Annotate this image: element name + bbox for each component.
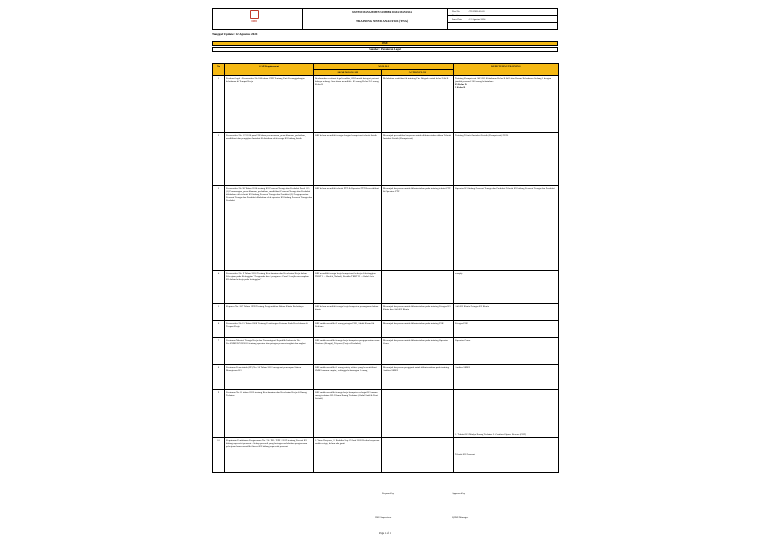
kebutuhan-training-cell: [454, 338, 559, 365]
akar-masalah-cell: ORI sudah memiliki 1 orang safety officer yang bersertifikasi SMK3 namun empire, sehingga kekurangan 1 orang: [314, 365, 382, 390]
system-title: SISTEM MANAJEMEN SUMBER DAYA MANUSIA: [352, 11, 412, 14]
action-plan-cell: Menunjuk karyawan untuk diikutsertakan pada training Petugas K3 Kimia dan Ahli K3 Kimia: [382, 304, 454, 321]
gap-requirement-cell: Permenaker No 38 Tahun 2016 tentang K3 Pesawat Tenaga dan Produksi Pasal 115 (1) Pemasangan, pemeliharaan, perbaikan, modifikasi Pesawat Tenaga dan Produksi dilakukan oleh teknisi K3 bidang Pesawat Tenaga dan Produksi (2) Pengoperasian Pesawat Tenaga dan Produksi dilakukan oleh operator K3 bidang Pesawat Tenaga dan Produksi: [225, 186, 314, 271]
prepared-role: HSE Supervisor: [375, 516, 392, 519]
tna-table: [212, 63, 559, 473]
document-info: [452, 10, 558, 21]
issue-date-label: Issue Date: [452, 17, 463, 21]
kebutuhan-text: 1. Teknisi K3 Madya Ruang Terbatas 2. Confined Space Rescue (CRT): [455, 433, 527, 437]
kebutuhan-text: Training Teknisi Instalasi Listrik (Kompetensi) PUIL: [455, 133, 509, 137]
kebutuhan-detail: 5 Kelas B: [455, 86, 466, 90]
action-plan-cell: Melakukan sertifikasi & training Fire Brigade untuk kelas D & B: [382, 76, 454, 133]
company-logo: [249, 10, 259, 24]
kebutuhan-training-cell: [454, 390, 559, 438]
issue-date-value: : 12 Agustus 2024: [468, 17, 486, 21]
col-no: No: [213, 64, 225, 76]
row-number: 10: [213, 438, 225, 473]
kebutuhan-training-cell: [454, 271, 559, 304]
kebutuhan-training-cell: [454, 321, 559, 338]
akar-masalah-cell: 1. Yuno Haryono, 2. Rudrika Sep 19 Juni 2020 Kedua karyawan sudah resign, belum ada ganti: [314, 438, 382, 473]
approved-label: Approved by: [452, 492, 466, 495]
kebutuhan-training-cell: [454, 133, 559, 186]
gap-requirement-cell: Permenaker No. 9 Tahun 2016 Tentang Keselamatan dan Kesehatan Kerja dalam Pekerjaan pada Ketinggian "Pengusaha dan / pengurus : Pasal 3 wajib menerapkan K3 dalam bekerja pada ketinggian": [225, 271, 314, 304]
kebutuhan-text: Operator K3 bidang Pesawat Tenaga dan Produksi Teknisi K3 bidang Pesawat Tenaga dan Produksi: [455, 186, 555, 190]
gap-requirement-cell: Permenaker No. 17/2016 pasal 98 lahan perencanaan, pemeliharaan, perbaikan, modifikasi dan pengujian Instalasi Kelistrikan oleh tenaga K3 bidang listrik: [225, 133, 314, 186]
action-plan-cell: [382, 438, 454, 473]
row-number: 9: [213, 390, 225, 438]
gap-requirement-cell: Peraturan Menteri Tenaga Kerja dan Transmigrasi Republik Indonesia No. Per.09/MEN/VII/2010 tentang operator dan petugas pesawat angkat dan angkut: [225, 338, 314, 365]
row-number: 6: [213, 321, 225, 338]
col-analisa: ANALISA: [314, 64, 454, 70]
kebutuhan-text: Auditor SMK3: [455, 365, 471, 369]
table-row: [213, 271, 559, 304]
row-number: 4: [213, 271, 225, 304]
document-sheet: [212, 8, 558, 536]
table-row: [213, 186, 559, 271]
action-plan-cell: Menunjuk karyawan untuk diikutsertakan pada training Operator Crane: [382, 338, 454, 365]
page-footer: Page 1 of 1: [379, 532, 391, 535]
akar-masalah-cell: ORI belum memiliki tenaga kerja kompeten penanganan bahan kimia: [314, 304, 382, 321]
row-number: 7: [213, 338, 225, 365]
kebutuhan-training-cell: [454, 304, 559, 321]
row-number: 3: [213, 186, 225, 271]
col-action: ACTION PLAN: [382, 70, 454, 76]
col-gap: GAP/Requirement: [225, 64, 314, 76]
update-date: Tanggal Update: 12 Agustus 2024: [212, 32, 258, 36]
kebutuhan-training-cell: [454, 186, 559, 271]
subsection-bar: Sumber : Peraturan Legal: [212, 47, 558, 52]
table-row: [213, 76, 559, 133]
row-number: 8: [213, 365, 225, 390]
gap-requirement-cell: Evaluasi legal : Permenaker No 186 tahun 1999 Tentang Unit Penanggulangan kebakaran di Tempat Kerja: [225, 76, 314, 133]
akar-masalah-cell: ORI memiliki tenaga kerja kompetensi bekerja di ketinggian TKBT 1 = Sholeh, Nahudi, Rosidin TKBT II = Abdul Aziz: [314, 271, 382, 304]
akar-masalah-cell: ORI sudah memiliki tenaga kerja kompeten pengoperasian crane Yuniono (Rengat), Triyono (Project Produksi): [314, 338, 382, 365]
row-number: 1: [213, 76, 225, 133]
kebutuhan-detail: 85 Kelas D: [455, 82, 467, 86]
kebutuhan-text: Training Kompetensi AK3 K3 Kebakaran Kelas B & D dan Brosur Kebakaran Sedang 1 dengan jumlah personel 200 orang kebutuhan :: [455, 76, 552, 83]
section-bar: HSE: [212, 41, 558, 46]
table-row: [213, 321, 559, 338]
row-number: 5: [213, 304, 225, 321]
kebutuhan-text: Petugas P3K: [455, 321, 468, 325]
gap-requirement-cell: Peraturan No 11 tahun 2023 tentang Keselamatan dan Kesehatan Kerja di Ruang Terbatas: [225, 390, 314, 438]
table-row: [213, 133, 559, 186]
gap-requirement-cell: Peraturan Pemerintah (PP) No. 50 Tahun 2012 mengenai penerapan Sistem Manajemen K3: [225, 365, 314, 390]
kebutuhan-text: Operator Crane: [455, 338, 471, 342]
akar-masalah-cell: ORI belum memiliki teknisi PTP & Operator PTP Bersertifikasi: [314, 186, 382, 271]
kebutuhan-training-cell: [454, 76, 559, 133]
kebutuhan-text: comply: [455, 271, 463, 275]
kebutuhan-text: Teknisi K3 Pesawat: [455, 453, 475, 457]
akar-masalah-cell: ORI sudah memiliki tenaga kerja kompeten sebagai K3 umum ruang terbatas: KL Ulama Ruang Terbatas (Abdul Said & Deni Setiadi): [314, 390, 382, 438]
action-plan-cell: Menunjuk karyawan pengganti untuk diikutsertakan pada training Auditor SMK3: [382, 365, 454, 390]
akar-masalah-cell: Berdasarkan evaluasi legal terakhir, ORI masih kategori potensi bahaya sedang. Atas dasar memiliki : 85 orang Kelas D 5 orang Kelas B: [314, 76, 382, 133]
kebutuhan-training-cell: [454, 438, 559, 473]
row-number: 2: [213, 133, 225, 186]
doc-no-value: : TN-DSK-SS-03: [468, 10, 485, 13]
action-plan-cell: [382, 390, 454, 438]
col-akar: AKAR MASALAH: [314, 70, 382, 76]
kebutuhan-training-cell: [454, 365, 559, 390]
table-row: [213, 304, 559, 321]
gap-requirement-cell: Kepmen No. 187 Tahun 1999 Tentang Pengendalian Bahan Kimia Berbahaya: [225, 304, 314, 321]
revision-label: Revisi: [452, 13, 459, 17]
table-row: [213, 438, 559, 473]
company-logo-text: ORI: [251, 19, 257, 23]
gap-requirement-cell: Keputusan Pembinaan Pengawasan No. 74 / PK / XXI / 2019 tentang Lisensi K3 bidang supervisi pesawat - Setiap personil yang bertugas melakukan pengawasan pekerjaan harus memiliki lisensi K3 bidang supervisi pesawat: [225, 438, 314, 473]
prepared-label: Prepared by: [382, 492, 395, 495]
action-plan-cell: Menunjuk perwakilan karyawan untuk diikutsertakan dalam Teknisi Instalasi Listrik (Kompetensi): [382, 133, 454, 186]
revision-value: : -: [468, 13, 471, 17]
table-row: [213, 365, 559, 390]
col-kebutuhan: KEBUTUHAN TRAINING: [454, 64, 559, 76]
akar-masalah-cell: ORI belum memiliki tenaga dengan kompetensi teknisi listrik: [314, 133, 382, 186]
document-title: TRAINING NEED ANALYSIS (TNA): [355, 19, 409, 23]
table-row: [213, 338, 559, 365]
kebutuhan-text: Ahli K3 Kimia Petugas K3 Kimia: [455, 304, 489, 308]
action-plan-cell: Menunjuk karyawan untuk diikutsertakan pada training P3K: [382, 321, 454, 338]
doc-no-label: Doc No.: [452, 10, 461, 13]
action-plan-cell: Menunjuk karyawan untuk diikutsertakan pada training teknisi PTP & Operator PTP: [382, 186, 454, 271]
gap-requirement-cell: Permenaker No 15 Tahun 2008 Tentang Pertolongan Pertama Pada Kecelakaan di Tempat Kerja: [225, 321, 314, 338]
table-row: [213, 390, 559, 438]
approved-role: QHSE Manager: [452, 516, 469, 519]
akar-masalah-cell: ORI sudah memiliki 2 orang petugas P3K, Abdul Kasrul & Dedisno: [314, 321, 382, 338]
action-plan-cell: [382, 271, 454, 304]
